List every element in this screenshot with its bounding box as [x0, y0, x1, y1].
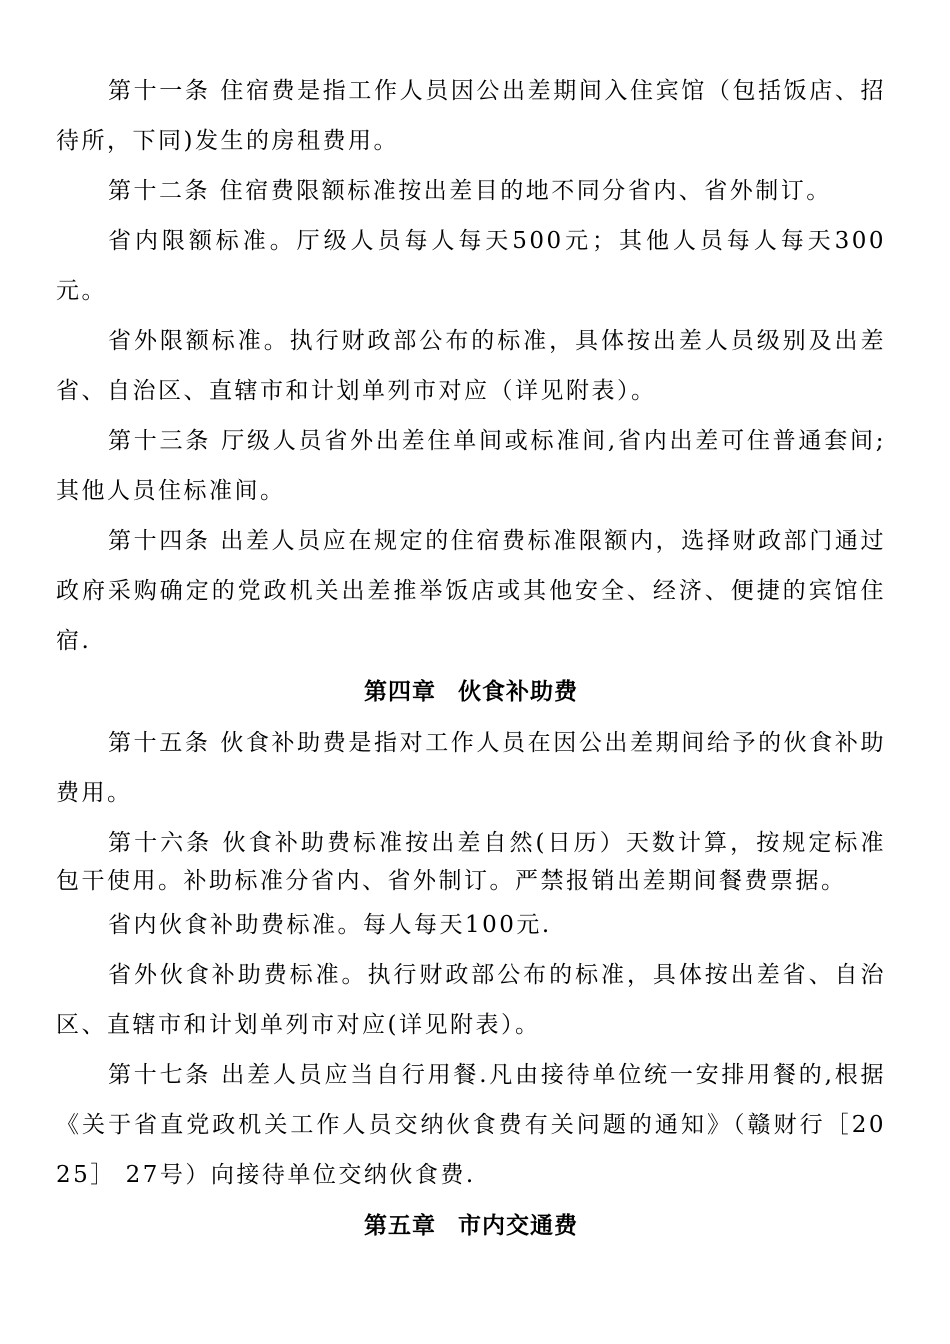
chapter-5-heading: [56, 1200, 886, 1252]
article-17: 第十七条 出差人员应当自行用餐.凡由接待单位统一安排用餐的,根据《关于省直党政机关工作人员交纳伙食费有关问题的通知》（赣财行［2025］ 27号）向接待单位交纳伙食费.: [56, 1062, 886, 1188]
chapter-4-heading: [56, 666, 886, 718]
article-12: 第十二条 住宿费限额标准按出差目的地不同分省内、省外制订。: [108, 178, 832, 204]
article-16: 第十六条 伙食补助费标准按出差自然(日历）天数计算，按规定标准包干使用。补助标准分省内、省外制订。严禁报销出差期间餐费票据。: [56, 830, 886, 894]
chapter-4-number: 第四章: [364, 679, 436, 705]
article-15: 第十五条 伙食补助费是指对工作人员在因公出差期间给予的伙食补助费用。: [56, 730, 886, 806]
in-province-lodging-standard: 省内限额标准。厅级人员每人每天500元；其他人员每人每天300元。: [56, 228, 886, 304]
out-province-lodging-standard: 省外限额标准。执行财政部公布的标准，具体按出差人员级别及出差省、自治区、直辖市和计划单列市对应（详见附表）。: [56, 328, 886, 404]
article-13: 第十三条 厅级人员省外出差住单间或标准间,省内出差可住普通套间;其他人员住标准间。: [56, 428, 886, 504]
chapter-4-title: 伙食补助费: [458, 679, 578, 705]
article-14: 第十四条 出差人员应在规定的住宿费标准限额内，选择财政部门通过政府采购确定的党政机关出差推举饭店或其他安全、经济、便捷的宾馆住宿.: [56, 528, 886, 654]
in-province-meal-standard: 省内伙食补助费标准。每人每天100元.: [108, 912, 552, 938]
chapter-5-number: 第五章: [364, 1213, 436, 1239]
out-province-meal-standard: 省外伙食补助费标准。执行财政部公布的标准，具体按出差省、自治区、直辖市和计划单列市对应(详见附表）。: [56, 962, 886, 1038]
article-11: 第十一条 住宿费是指工作人员因公出差期间入住宾馆（包括饭店、招待所，下同)发生的房租费用。: [56, 78, 886, 154]
document-page: [56, 66, 886, 1252]
chapter-5-title: 市内交通费: [458, 1213, 578, 1239]
